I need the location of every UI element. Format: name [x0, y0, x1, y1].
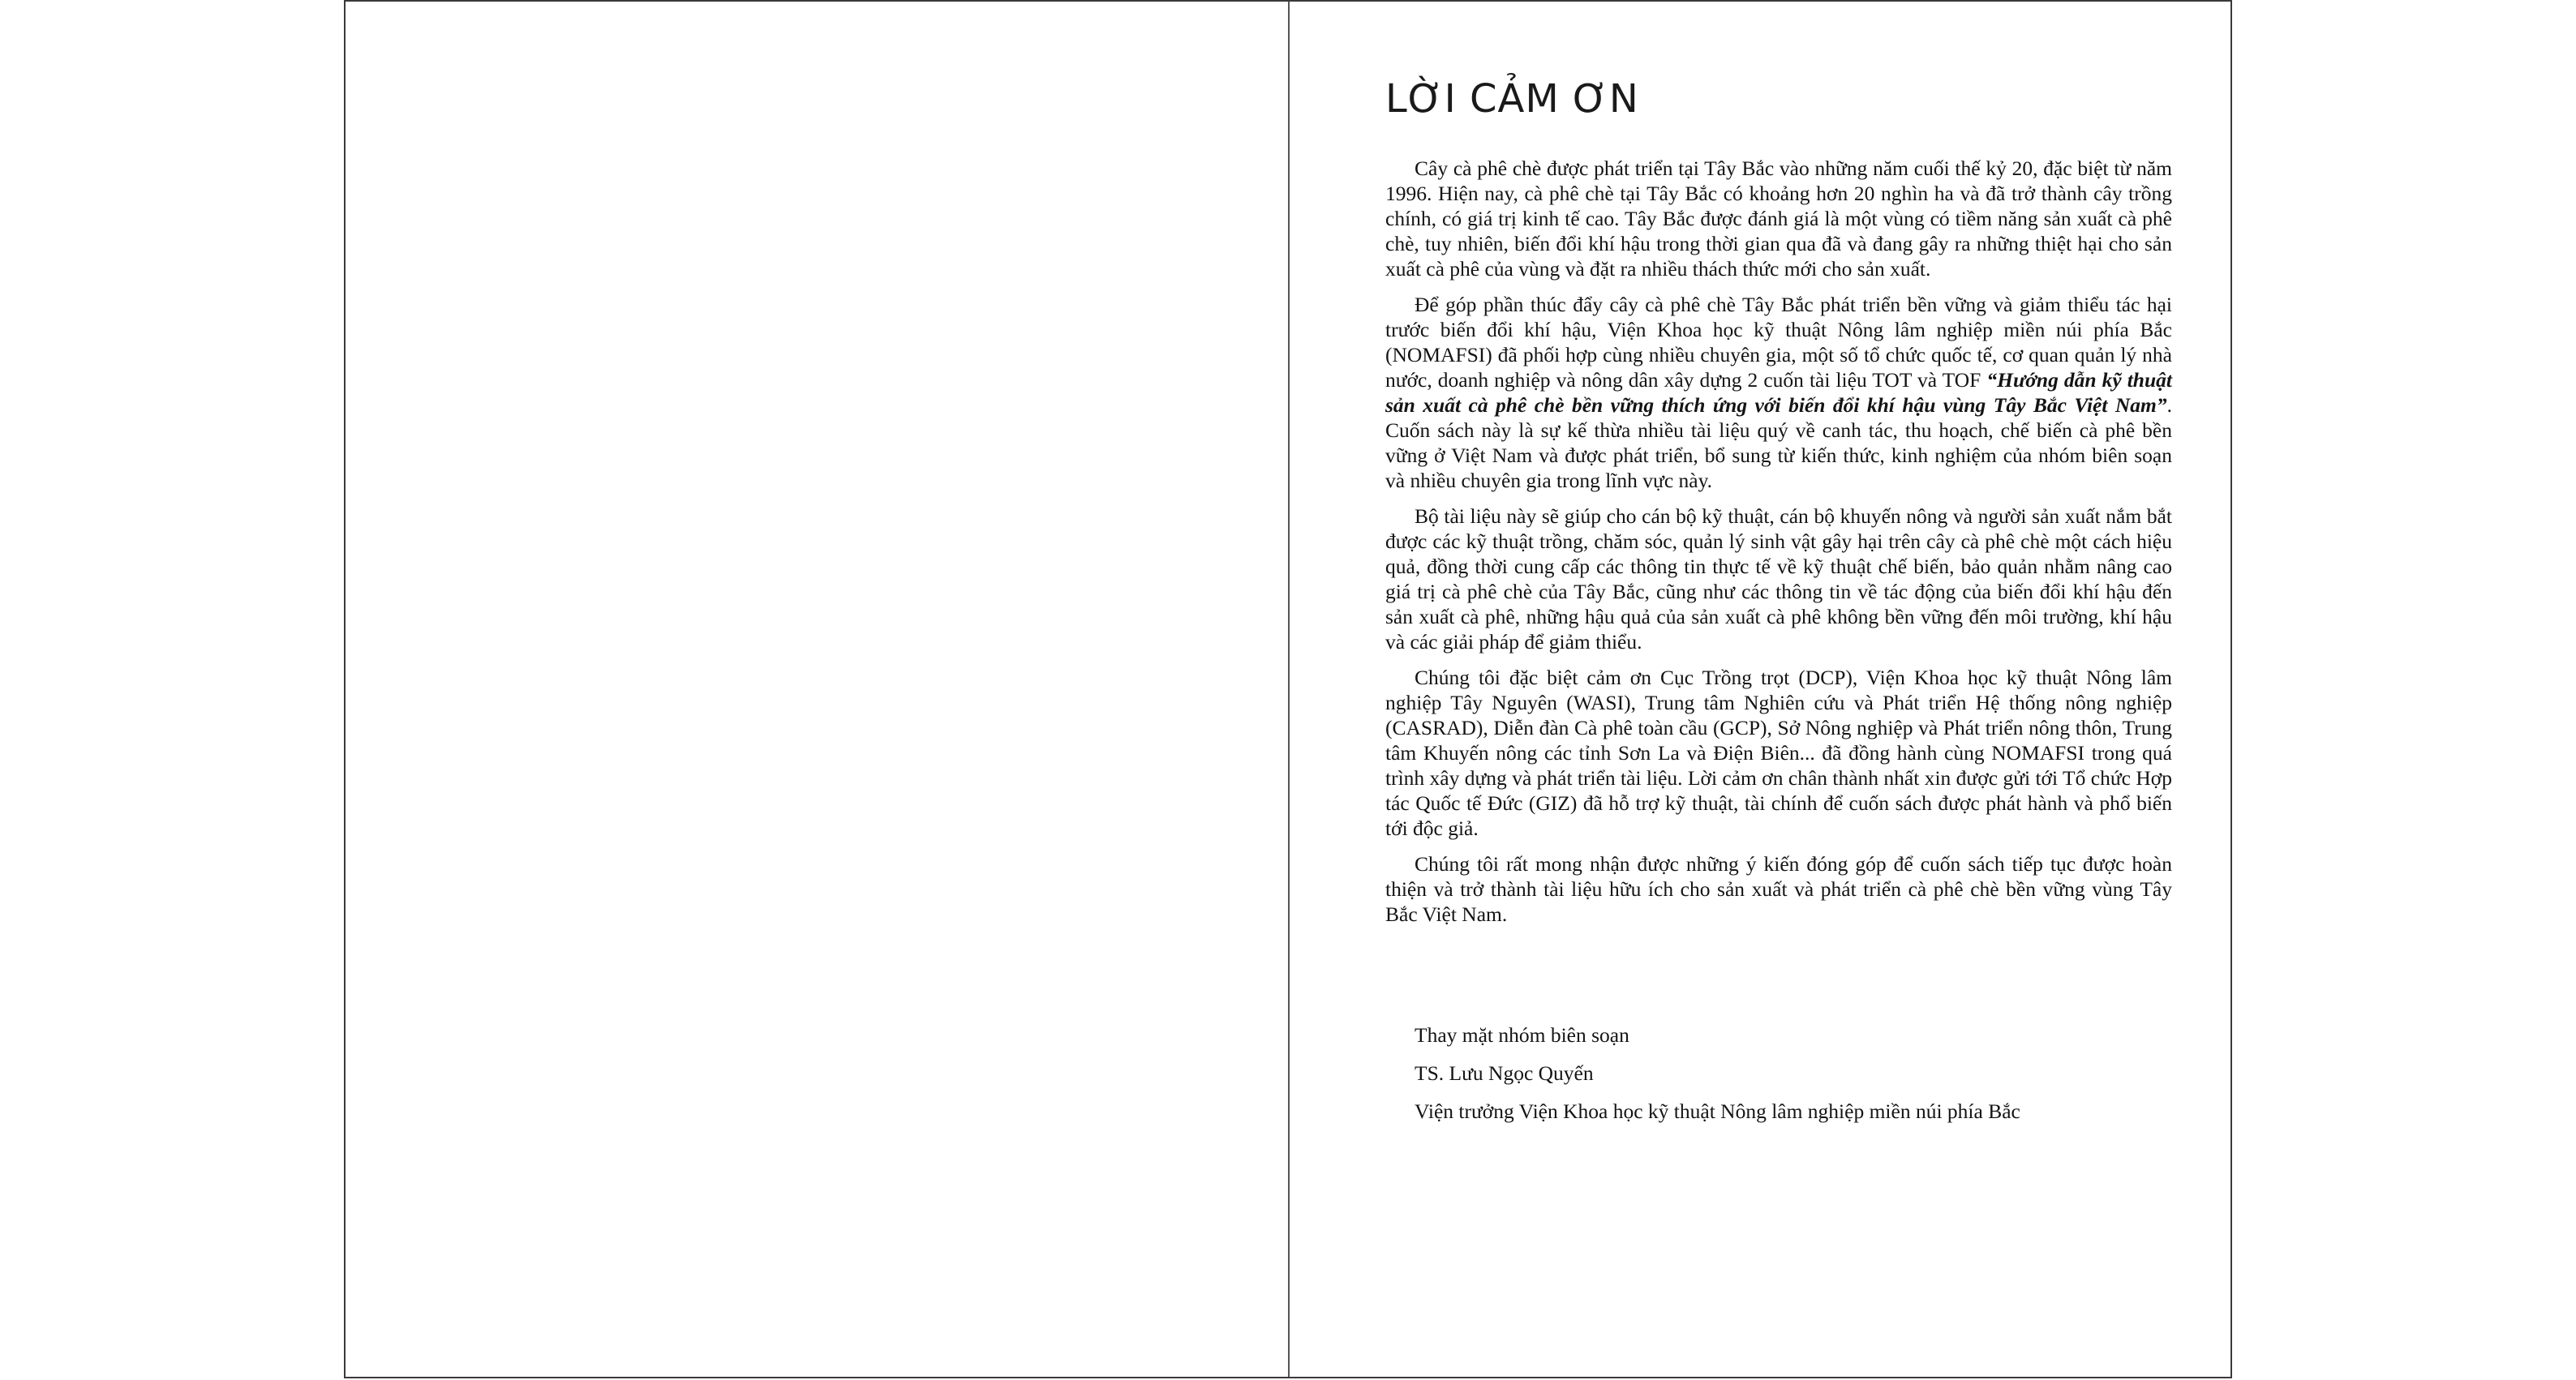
signature-block — [1415, 1023, 2145, 1138]
signature-position: Viện trưởng Viện Khoa học kỹ thuật Nông lâm nghiệp miền núi phía Bắc — [1415, 1099, 2020, 1123]
paragraph-2 — [1385, 292, 2172, 493]
paragraph-2-text-after: . Cuốn sách này là sự kế thừa nhiều tài liệu quý về canh tác, thu hoạch, chế biến cà phê bền vững ở Việt Nam và được phát triển, bổ sung từ kiến thức, kinh nghiệm của nhóm biên soạn và nhiều chuyên gia trong lĩnh vực này. — [1385, 393, 2172, 492]
signature-role: Thay mặt nhóm biên soạn — [1415, 1023, 1629, 1047]
acknowledgement-body — [1385, 156, 2172, 937]
book-title-reference: “Hướng dẫn kỹ thuật sản xuất cà phê chè bền vững thích ứng với biến đổi khí hậu vùng Tây Bắc Việt Nam” — [1385, 368, 2173, 417]
paragraph-1: Cây cà phê chè được phát triển tại Tây Bắc vào những năm cuối thế kỷ 20, đặc biệt từ năm 1996. Hiện nay, cà phê chè tại Tây Bắc có khoảng hơn 20 nghìn ha và đã trở thành cây trồng chính, có giá trị kinh tế cao. Tây Bắc được đánh giá là một vùng có tiềm năng sản xuất cà phê chè, tuy nhiên, biến đổi khí hậu trong thời gian qua đã và đang gây ra những thiệt hại cho sản xuất cà phê của vùng và đặt ra nhiều thách thức mới cho sản xuất. — [1385, 156, 2172, 281]
left-page — [346, 2, 1290, 1377]
book-spread — [344, 0, 2232, 1378]
signature-name: TS. Lưu Ngọc Quyến — [1415, 1061, 1594, 1085]
right-page — [1290, 2, 2232, 1377]
paragraph-2-text-before: Để góp phần thúc đẩy cây cà phê chè Tây Bắc phát triển bền vững và giảm thiểu tác hại trước biến đổi khí hậu, Viện Khoa học kỹ thuật Nông lâm nghiệp miền núi phía Bắc (NOMAFSI) đã phối hợp cùng nhiều chuyên gia, một số tổ chức quốc tế, cơ quan quản lý nhà nước, doanh nghiệp và nông dân xây dựng 2 cuốn tài liệu TOT và TOF — [1385, 293, 2172, 392]
paragraph-5: Chúng tôi rất mong nhận được những ý kiến đóng góp để cuốn sách tiếp tục được hoàn thiện và trở thành tài liệu hữu ích cho sản xuất và phát triển cà phê chè bền vững vùng Tây Bắc Việt Nam. — [1385, 852, 2172, 926]
paragraph-4: Chúng tôi đặc biệt cảm ơn Cục Trồng trọt (DCP), Viện Khoa học kỹ thuật Nông lâm nghiệp Tây Nguyên (WASI), Trung tâm Nghiên cứu và Phát triển Hệ thống nông nghiệp (CASRAD), Diễn đàn Cà phê toàn cầu (GCP), Sở Nông nghiệp và Phát triển nông thôn, Trung tâm Khuyến nông các tỉnh Sơn La và Điện Biên... đã đồng hành cùng NOMAFSI trong quá trình xây dựng và phát triển tài liệu. Lời cảm ơn chân thành nhất xin được gửi tới Tổ chức Hợp tác Quốc tế Đức (GIZ) đã hỗ trợ kỹ thuật, tài chính để cuốn sách được phát hành và phổ biến tới độc giả. — [1385, 666, 2172, 840]
paragraph-3: Bộ tài liệu này sẽ giúp cho cán bộ kỹ thuật, cán bộ khuyến nông và người sản xuất nắm bắt được các kỹ thuật trồng, chăm sóc, quản lý sinh vật gây hại trên cây cà phê chè một cách hiệu quả, đồng thời cung cấp các thông tin thực tế về kỹ thuật chế biến, bảo quản nhằm nâng cao giá trị cà phê chè của Tây Bắc, cũng như các thông tin về tác động của biến đổi khí hậu đến sản xuất cà phê, những hậu quả của sản xuất cà phê không bền vững đến môi trường, khí hậu và các giải pháp để giảm thiểu. — [1385, 504, 2172, 654]
page-title: LỜI CẢM ƠN — [1385, 76, 1639, 122]
